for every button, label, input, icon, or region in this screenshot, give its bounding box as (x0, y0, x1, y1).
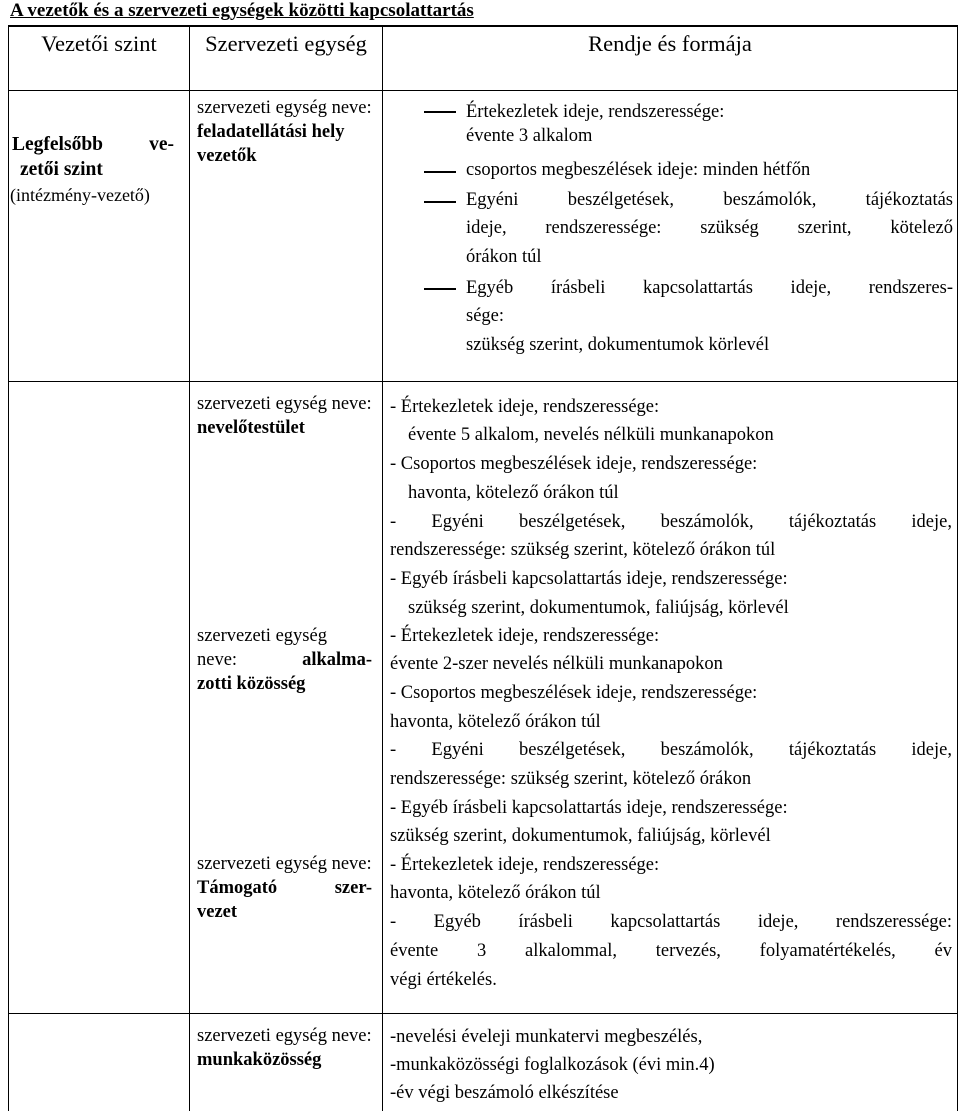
unit-label: szervezeti egység neve: (197, 98, 372, 118)
form-line: -év végi beszámoló elkészítése (390, 1083, 619, 1103)
form-line: - Egyéni beszélgetések, beszámolók, tájékoztatás ideje, (390, 512, 952, 532)
table-border-left (8, 25, 9, 1111)
table-border-top (8, 25, 958, 27)
form-line: -nevelési éveleji munkatervi megbeszélés, (390, 1027, 703, 1047)
unit-label: szervezeti egység neve: (197, 1026, 372, 1046)
row-divider-4 (8, 1013, 958, 1014)
form-line: szükség szerint, dokumentumok körlevél (466, 335, 770, 355)
form-line: - Értekezletek ideje, rendszeressége: (390, 855, 660, 875)
form-line: - Egyéb írásbeli kapcsolattartás ideje, rendszeressége: (390, 912, 952, 932)
column-divider-2 (382, 25, 383, 1111)
form-line: évente 3 alkalommal, tervezés, folyamatértékelés, év (390, 941, 952, 961)
unit-name: munkaközösség (197, 1050, 322, 1071)
level-line-3: (intézmény-vezető) (10, 185, 150, 205)
unit-name-2: vezet (197, 902, 238, 923)
header-unit: Szervezeti egység (205, 31, 367, 56)
form-line: évente 3 alkalom (466, 126, 593, 146)
form-line: Értekezletek ideje, rendszeressége: (466, 102, 725, 122)
form-line: - Értekezletek ideje, rendszeressége: (390, 626, 660, 646)
unit-4 (197, 852, 372, 925)
unit-label: szervezeti egység (197, 626, 327, 646)
unit-2 (197, 392, 372, 440)
form-line: szükség szerint, dokumentumok, faliújság, körlevél (408, 598, 789, 618)
form-line: rendszeressége: szükség szerint, kötelező órákon (390, 769, 752, 789)
form-line: Egyéni beszélgetések, beszámolók, tájékoztatás (466, 190, 953, 210)
form-line: Egyéb írásbeli kapcsolattartás ideje, rendszeres- (466, 278, 953, 298)
form-line: havonta, kötelező órákon túl (408, 483, 619, 503)
unit-name-1: alkalma- (302, 650, 372, 671)
form-line: havonta, kötelező órákon túl (390, 883, 601, 903)
form-line: évente 2-szer nevelés nélküli munkanapokon (390, 654, 723, 674)
form-line: - Egyéb írásbeli kapcsolattartás ideje, rendszeressége: (390, 569, 788, 589)
page-title: A vezetők és a szervezeti egységek közötti kapcsolattartás (10, 0, 474, 21)
header-bottom-rule (8, 90, 958, 91)
dash-mark (424, 111, 456, 113)
level-line-2: zetői szint (20, 159, 103, 180)
form-line: rendszeressége: szükség szerint, kötelező órákon túl (390, 540, 776, 560)
header-level: Vezetői szint (41, 31, 157, 56)
unit-label: szervezeti egység neve: (197, 394, 372, 414)
form-line: - Egyéb írásbeli kapcsolattartás ideje, rendszeressége: (390, 798, 788, 818)
form-line: -munkaközösségi foglalkozások (évi min.4) (390, 1055, 715, 1075)
unit-name-2: zotti közösség (197, 674, 306, 695)
unit-label: szervezeti egység neve: (197, 854, 372, 874)
unit-1 (197, 96, 372, 169)
form-line: havonta, kötelező órákon túl (390, 712, 601, 732)
unit-name: feladatellátási hely vezetők (197, 122, 345, 167)
dash-mark (424, 288, 456, 290)
unit-3 (197, 624, 372, 697)
form-line: szükség szerint, dokumentumok, faliújság, körlevél (390, 826, 771, 846)
form-line: ideje, rendszeressége: szükség szerint, kötelező (466, 218, 953, 238)
row-divider-1 (8, 381, 958, 382)
form-line: - Egyéni beszélgetések, beszámolók, tájékoztatás ideje, (390, 740, 952, 760)
unit-5 (197, 1024, 372, 1072)
unit-label-row (197, 648, 372, 672)
form-line: sége: (466, 306, 505, 326)
form-line: évente 5 alkalom, nevelés nélküli munkanapokon (408, 425, 774, 445)
unit-label-2: neve: (197, 650, 238, 671)
dash-mark (424, 171, 456, 173)
level-line-1: Legfelsőbb ve- (12, 134, 174, 155)
table-border-right (957, 25, 958, 1111)
header-form: Rendje és formája (588, 31, 752, 56)
form-line: csoportos megbeszélések ideje: minden hétfőn (466, 160, 811, 180)
form-line: - Csoportos megbeszélések ideje, rendszeressége: (390, 683, 758, 703)
form-line: órákon túl (466, 247, 542, 267)
unit-name: nevelőtestület (197, 418, 305, 439)
form-line: - Értekezletek ideje, rendszeressége: (390, 397, 660, 417)
form-line: - Csoportos megbeszélések ideje, rendszeressége: (390, 454, 758, 474)
unit-name-1: Támogató szer- (197, 878, 372, 899)
dash-mark (424, 201, 456, 203)
form-line: végi értékelés. (390, 970, 497, 990)
